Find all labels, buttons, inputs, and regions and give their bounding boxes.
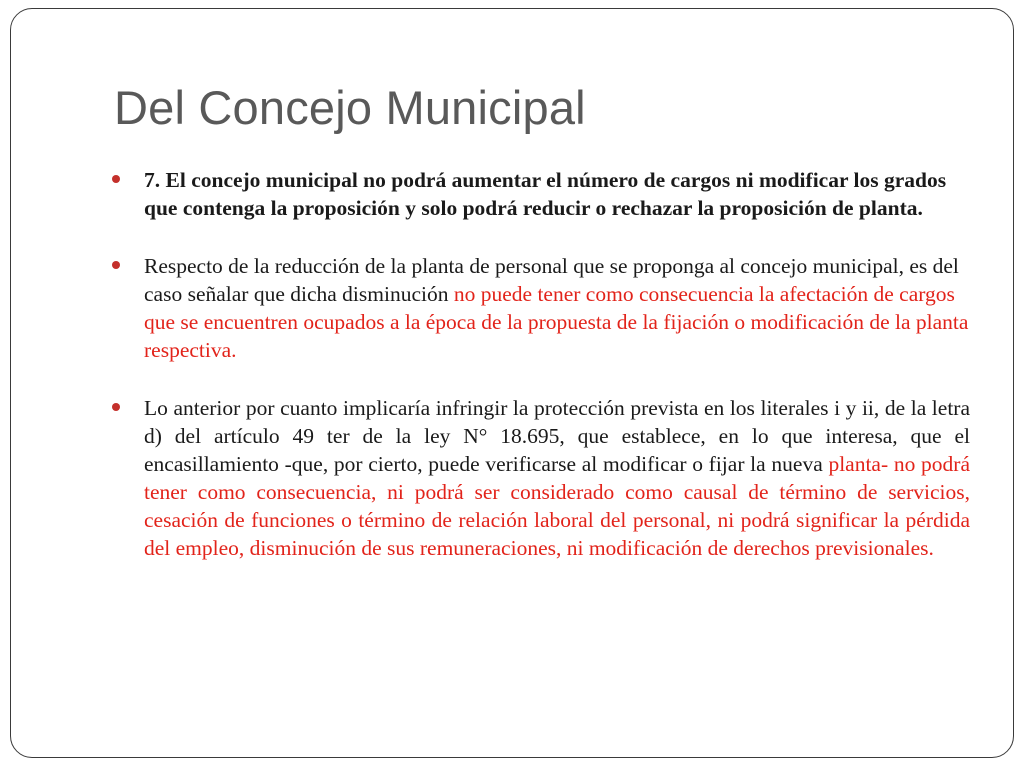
bullet-item-3 — [110, 394, 970, 562]
bullet-icon — [112, 261, 120, 269]
bullet-item-2 — [110, 252, 970, 364]
bullet-text-2 — [144, 252, 970, 364]
bullet-3-highlight-text: planta- no podrá tener como consecuencia, ni podrá ser considerado como causal de término de servicios, cesación de funciones o término de relación laboral del personal, ni podrá significar la pérdida del empleo, disminución de sus remuneraciones, ni modificación de derechos previsionales. — [144, 452, 970, 560]
bullet-icon — [112, 403, 120, 411]
slide-title: Del Concejo Municipal — [114, 81, 586, 134]
bullet-text-1: 7. El concejo municipal no podrá aumentar el número de cargos ni modificar los grados que contenga la proposición y solo podrá reducir o rechazar la proposición de planta. — [144, 168, 947, 220]
slide-content — [110, 166, 970, 562]
bullet-2-normal-text: Respecto de la reducción de la planta de personal que se proponga al concejo municipal, es del caso señalar que dicha disminución — [144, 254, 959, 306]
bullet-icon — [112, 175, 120, 183]
bullet-3-normal-text: Lo anterior por cuanto implicaría infringir la protección prevista en los literales i y ii, de la letra d) del artículo 49 ter de la ley N° 18.695, que establece, en lo que interesa, que el encasillamiento -que, por cierto, puede verificarse al modificar o fijar la nueva — [144, 396, 970, 476]
bullet-item-1 — [110, 166, 970, 222]
bullet-2-highlight-text: no puede tener como consecuencia la afectación de cargos que se encuentren ocupados a la época de la propuesta de la fijación o modificación de la planta respectiva. — [144, 282, 969, 362]
bullet-text-3 — [144, 394, 970, 562]
